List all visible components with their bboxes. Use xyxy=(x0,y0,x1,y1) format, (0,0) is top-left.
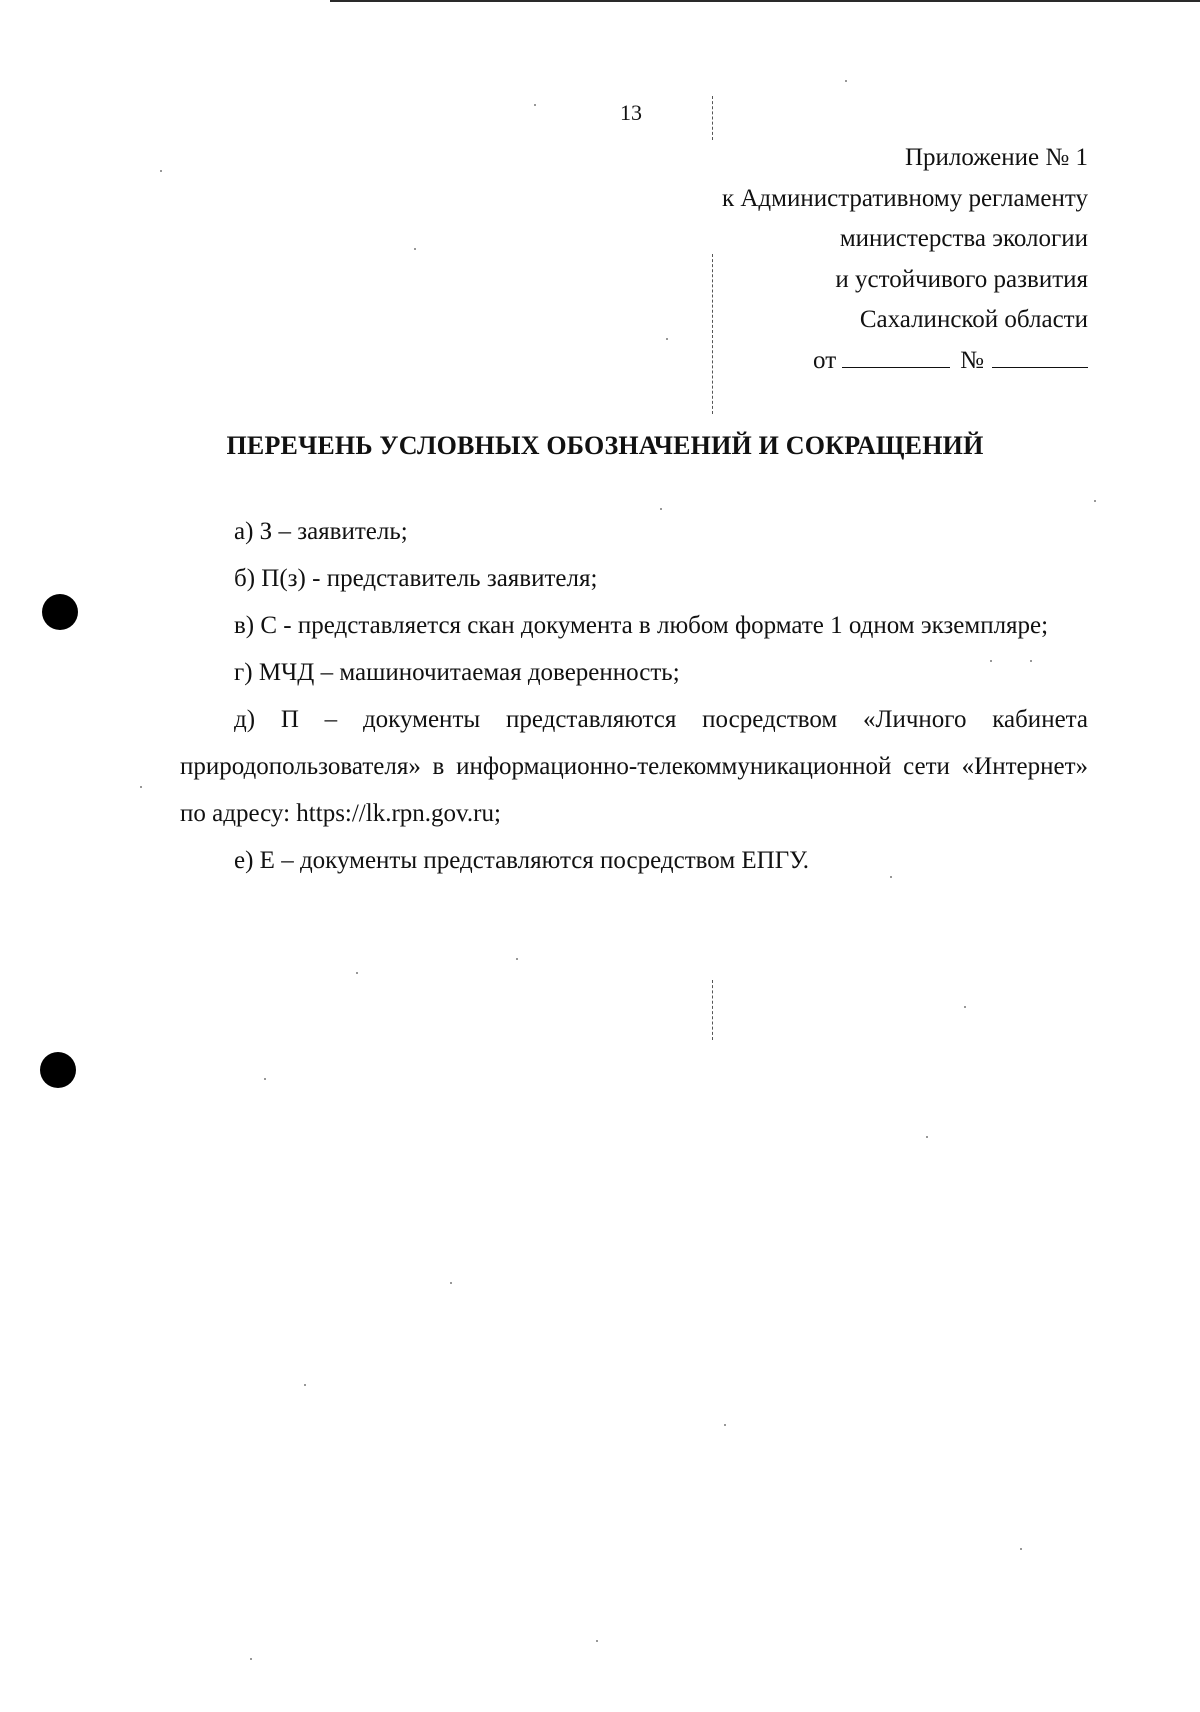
scan-speck xyxy=(964,1006,966,1008)
list-item: в) С - представляется скан документа в любом формате 1 одном экземпляре; xyxy=(234,612,1049,639)
punch-hole-mark xyxy=(42,594,78,630)
list-item: б) П(з) - представитель заявителя; xyxy=(234,565,598,592)
scan-speck xyxy=(1094,500,1096,502)
scan-speck xyxy=(666,338,668,340)
scan-speck xyxy=(414,248,416,250)
page-number: 13 xyxy=(620,100,642,125)
list-item: д) П – документы представляются посредством «Личного кабинета природопользователя» в информационно-телекоммуникационной сети «Интернет» по адресу: https://lk.rpn.gov.ru; xyxy=(180,706,1088,827)
document-title: ПЕРЕЧЕНЬ УСЛОВНЫХ ОБОЗНАЧЕНИЙ И СОКРАЩЕНИЙ xyxy=(226,431,984,460)
scan-speck xyxy=(845,80,847,82)
scan-edge-line xyxy=(330,0,1200,2)
fold-line xyxy=(712,980,713,1040)
date-prefix: от xyxy=(813,346,837,374)
fold-line xyxy=(712,254,713,414)
date-blank xyxy=(842,347,950,368)
scan-speck xyxy=(450,1282,452,1284)
scan-speck xyxy=(516,958,518,960)
scan-speck xyxy=(250,1658,252,1660)
fold-line xyxy=(712,96,713,140)
number-prefix: № xyxy=(960,346,984,374)
annex-ministry-line: и устойчивого развития xyxy=(835,265,1088,293)
annex-header xyxy=(722,138,1088,381)
annex-region-line: Сахалинской области xyxy=(859,306,1088,333)
annex-number: Приложение № 1 xyxy=(904,144,1088,171)
scan-speck xyxy=(534,104,536,106)
scan-speck xyxy=(264,1078,266,1080)
annex-ministry-line: министерства экологии xyxy=(839,225,1088,252)
punch-hole-mark xyxy=(40,1052,76,1088)
scan-speck xyxy=(140,786,142,788)
annex-reference-line: к Административному регламенту xyxy=(721,184,1088,212)
scan-speck xyxy=(304,1384,306,1386)
scan-speck xyxy=(1020,1548,1022,1550)
scan-speck xyxy=(356,972,358,974)
scan-speck xyxy=(596,1640,598,1642)
scan-speck xyxy=(926,1136,928,1138)
list-item: а) З – заявитель; xyxy=(234,518,408,545)
number-blank xyxy=(992,347,1088,368)
list-item: е) Е – документы представляются посредством ЕПГУ. xyxy=(234,847,810,874)
list-item: г) МЧД – машиночитаемая доверенность; xyxy=(234,659,680,686)
scan-speck xyxy=(724,1424,726,1426)
abbreviation-list xyxy=(180,508,1088,884)
scan-speck xyxy=(160,170,162,172)
annex-date-number-line xyxy=(722,341,1088,382)
